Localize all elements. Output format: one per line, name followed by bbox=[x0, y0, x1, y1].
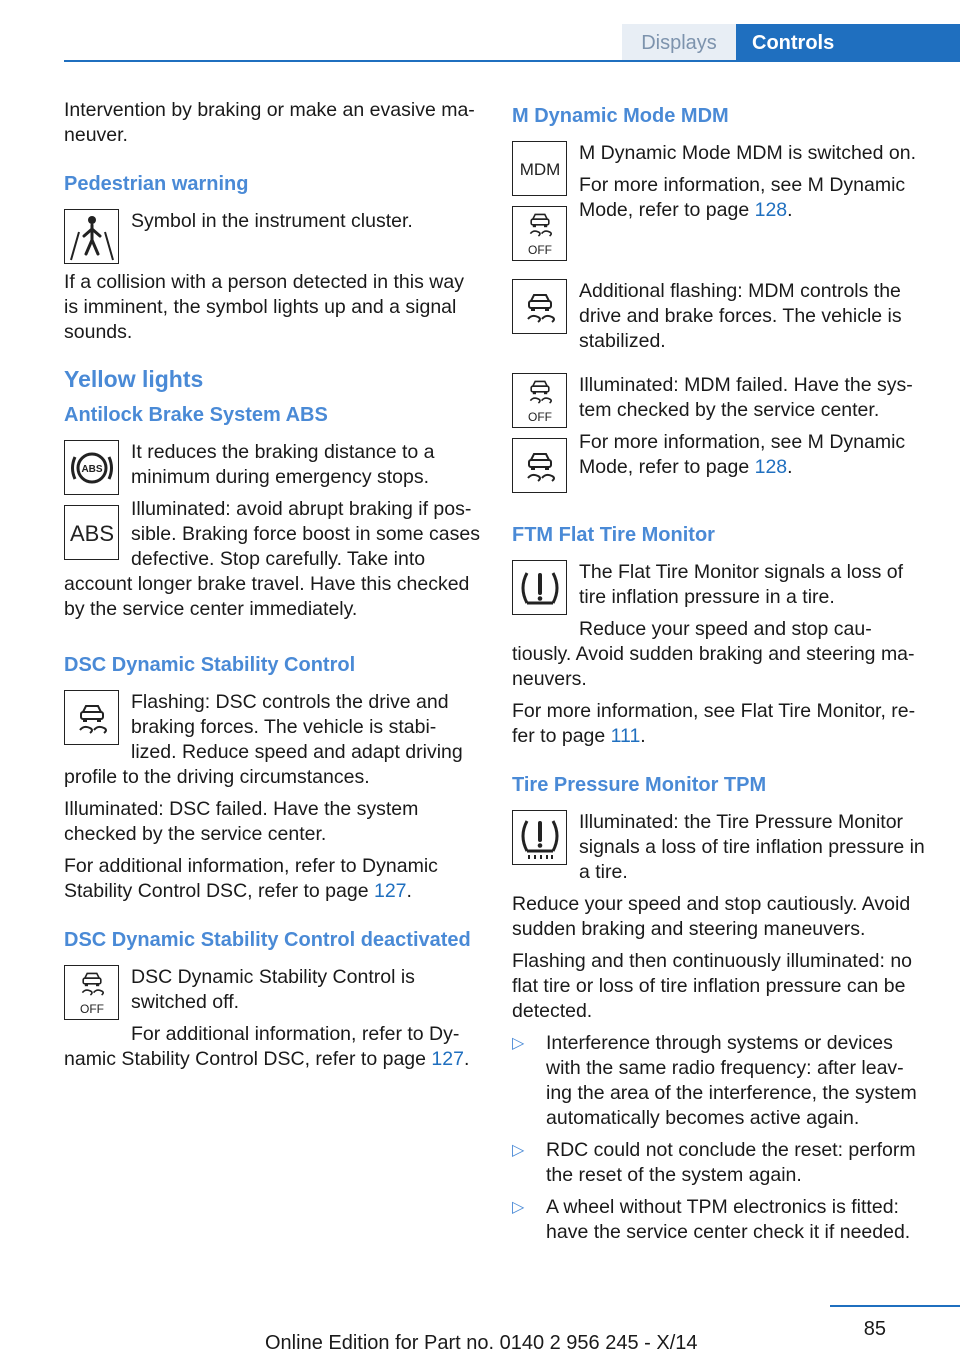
right-column bbox=[512, 98, 928, 1252]
dsc-heading: DSC Dynamic Stability Control bbox=[64, 654, 356, 676]
list-item: ▷ A wheel without TPM electronics is fitted: have the service center check it if needed. bbox=[512, 1196, 911, 1243]
pedestrian-icons bbox=[64, 209, 119, 264]
pedestrian-text: If a collision with a person detected in this way is imminent, the symbol lights up and a signal sounds. bbox=[64, 271, 464, 343]
svg-text:ABS: ABS bbox=[80, 463, 103, 475]
dsc-text-3: For additional information, refer to Dynamic Stability Control DSC, refer to page 127. bbox=[64, 855, 438, 902]
mdm-page-link-2[interactable]: 128 bbox=[754, 456, 788, 478]
pedestrian-heading: Pedestrian warning bbox=[64, 173, 249, 195]
ftm-text-1: The Flat Tire Monitor signals a loss of tire inflation pressure in a tire. bbox=[579, 561, 904, 608]
mdm-flash-icons bbox=[512, 279, 567, 334]
tire-pressure-warning-icon bbox=[512, 560, 567, 615]
svg-text:OFF: OFF bbox=[79, 1001, 104, 1016]
mdm-page-link[interactable]: 128 bbox=[754, 199, 788, 221]
triangle-bullet-icon: ▷ bbox=[512, 1035, 525, 1052]
tpm-heading: Tire Pressure Monitor TPM bbox=[512, 774, 767, 796]
page-header bbox=[0, 0, 960, 62]
triangle-bullet-icon: ▷ bbox=[512, 1142, 525, 1159]
tpm-text-3: Flashing and then continuously illuminated: no flat tire or loss of tire inflation pressure can be detected. bbox=[512, 950, 913, 1022]
intro-text: Intervention by braking or make an evasive ma‐ neuver. bbox=[64, 99, 475, 146]
yellow-lights-heading: Yellow lights bbox=[64, 366, 204, 392]
dsc-off-icon bbox=[512, 206, 567, 261]
pedestrian-warning-icon bbox=[64, 209, 119, 264]
ftm-text-2: Reduce your speed and stop cau‐ tiously. Avoid sudden braking and steering ma‐ neuvers. bbox=[512, 618, 915, 690]
tire-pressure-monitor-icon bbox=[512, 810, 567, 865]
abs-text-2: Illuminated: avoid abrupt braking if pos‐ sible. Braking force boost in some cases defective. Stop carefully. Take into account longer brake travel. Have this checked by the service center immediately. bbox=[64, 498, 481, 620]
footer-rule bbox=[830, 1305, 960, 1307]
abs-circle-icon bbox=[64, 440, 119, 495]
tpm-icons bbox=[512, 810, 567, 865]
dsc-off-icon bbox=[512, 373, 567, 428]
svg-text:OFF: OFF bbox=[527, 242, 552, 257]
list-item: ▷ Interference through systems or devices with the same radio frequency: after leav‐ ing the area of the interference, the system automatically becomes active again. bbox=[512, 1032, 917, 1129]
dsc-text-2: Illuminated: DSC failed. Have the system checked by the service center. bbox=[64, 798, 419, 845]
mdm-fail-icons bbox=[512, 373, 567, 493]
mdm-heading: M Dynamic Mode MDM bbox=[512, 105, 729, 127]
tpm-bullet-list bbox=[512, 1031, 928, 1245]
mdm-icon bbox=[512, 141, 567, 196]
pedestrian-symbol-text: Symbol in the instrument cluster. bbox=[131, 210, 413, 232]
dsc-off-heading: DSC Dynamic Stability Control deactivated bbox=[64, 929, 471, 951]
dsc-text-1: Flashing: DSC controls the drive and braking forces. The vehicle is stabi‐ lized. Reduce speed and adapt driving profile to the driving circumstances. bbox=[64, 691, 463, 788]
header-chapter-tab[interactable]: Controls bbox=[736, 24, 960, 62]
page-number: 85 bbox=[863, 1318, 886, 1340]
abs-text-1: It reduces the braking distance to a minimum during emergency stops. bbox=[131, 441, 435, 488]
triangle-bullet-icon: ▷ bbox=[512, 1199, 525, 1216]
svg-text:MDM: MDM bbox=[519, 159, 560, 179]
tpm-text-1: Illuminated: the Tire Pressure Monitor signals a loss of tire inflation pressure in a tire. bbox=[579, 811, 925, 883]
edition-footer: Online Edition for Part no. 0140 2 956 245 - X/14 bbox=[265, 1332, 698, 1354]
abs-heading: Antilock Brake System ABS bbox=[64, 404, 328, 426]
ftm-page-link[interactable]: 111 bbox=[610, 725, 641, 747]
left-column bbox=[64, 98, 480, 1079]
ftm-text-3: For more information, see Flat Tire Monitor, re‐ fer to page 111. bbox=[512, 700, 916, 747]
ftm-heading: FTM Flat Tire Monitor bbox=[512, 524, 715, 546]
dsc-icons bbox=[64, 690, 119, 745]
mdm-text-1: M Dynamic Mode MDM is switched on. bbox=[579, 142, 917, 164]
dsc-off-icons bbox=[64, 965, 119, 1020]
header-rule bbox=[64, 60, 960, 62]
mdm-text-4: Illuminated: MDM failed. Have the sys‐ tem checked by the service center. bbox=[579, 374, 913, 421]
list-item: ▷ RDC could not conclude the reset: perform the reset of the system again. bbox=[512, 1139, 916, 1186]
mdm-text-3: Additional flashing: MDM controls the drive and brake forces. The vehicle is stabilized. bbox=[579, 280, 902, 352]
dsc-car-skid-icon bbox=[512, 438, 567, 493]
tpm-text-2: Reduce your speed and stop cautiously. Avoid sudden braking and steering maneuvers. bbox=[512, 893, 911, 940]
dsc-page-link[interactable]: 127 bbox=[373, 880, 407, 902]
dsc-off-text-2: For additional information, refer to Dy‐ namic Stability Control DSC, refer to page 127. bbox=[64, 1023, 470, 1070]
mdm-text-2: For more information, see M Dynamic Mode, refer to page 128. bbox=[579, 174, 906, 221]
dsc-off-text-1: DSC Dynamic Stability Control is switched off. bbox=[131, 966, 415, 1013]
svg-text:ABS: ABS bbox=[69, 520, 114, 546]
dsc-off-icon bbox=[64, 965, 119, 1020]
mdm-icons bbox=[512, 141, 567, 261]
abs-text-icon bbox=[64, 505, 119, 560]
dsc-off-page-link[interactable]: 127 bbox=[431, 1048, 464, 1070]
mdm-text-5: For more information, see M Dynamic Mode, refer to page 128. bbox=[579, 431, 906, 478]
svg-text:OFF: OFF bbox=[527, 409, 552, 424]
dsc-car-skid-icon bbox=[512, 279, 567, 334]
dsc-car-skid-icon bbox=[64, 690, 119, 745]
ftm-icons bbox=[512, 560, 567, 615]
abs-icons bbox=[64, 440, 119, 560]
header-section-tab[interactable]: Displays bbox=[622, 24, 736, 62]
